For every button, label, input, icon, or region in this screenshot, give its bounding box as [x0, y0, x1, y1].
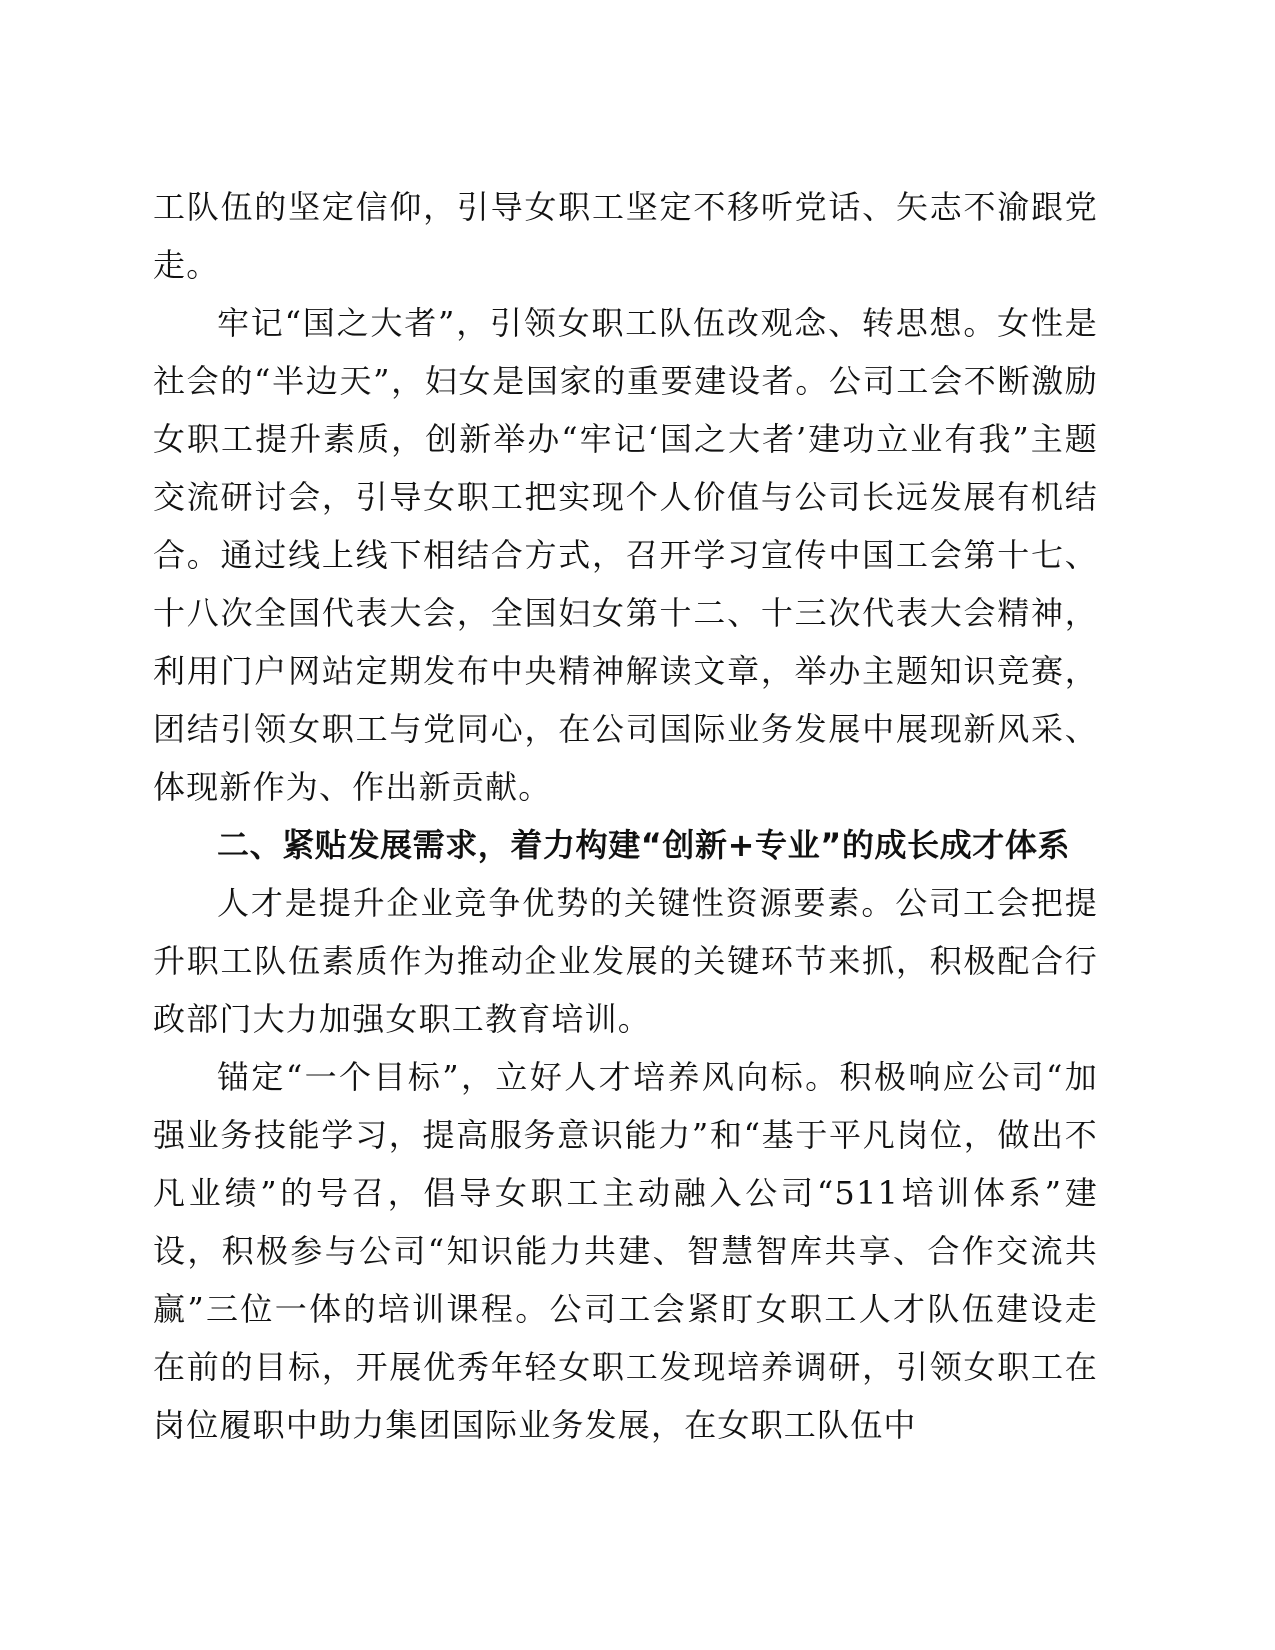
paragraph-guozhidazhe: 牢记“国之大者”，引领女职工队伍改观念、转思想。女性是社会的“半边天”，妇女是国家的重要建设者。公司工会不断激励女职工提升素质，创新举办“牢记‘国之大者’建功立业有我”主题交流研讨会，引导女职工把实现个人价值与公司长远发展有机结合。通过线上线下相结合方式，召开学习宣传中国工会第十七、十八次全国代表大会，全国妇女第十二、十三次代表大会精神，利用门户网站定期发布中央精神解读文章，举办主题知识竞赛，团结引领女职工与党同心，在公司国际业务发展中展现新风采、体现新作为、作出新贡献。 — [153, 304, 1098, 806]
paragraph-talent-intro: 人才是提升企业竞争优势的关键性资源要素。公司工会把提升职工队伍素质作为推动企业发展的关键环节来抓，积极配合行政部门大力加强女职工教育培训。 — [153, 884, 1098, 1038]
section-heading: 二、紧贴发展需求，着力构建“创新+专业”的成长成才体系 — [217, 826, 1071, 864]
paragraph-continuation: 工队伍的坚定信仰，引导女职工坚定不移听党话、矢志不渝跟党走。 — [153, 188, 1098, 284]
paragraph-one-goal: 锚定“一个目标”，立好人才培养风向标。积极响应公司“加强业务技能学习，提高服务意识能力”和“基于平凡岗位，做出不凡业绩”的号召，倡导女职工主动融入公司“511培训体系”建设，积极参与公司“知识能力共建、智慧智库共享、合作交流共赢”三位一体的培训课程。公司工会紧盯女职工人才队伍建设走在前的目标，开展优秀年轻女职工发现培养调研，引领女职工在岗位履职中助力集团国际业务发展，在女职工队伍中 — [153, 1058, 1098, 1444]
document-body — [153, 178, 1098, 1454]
